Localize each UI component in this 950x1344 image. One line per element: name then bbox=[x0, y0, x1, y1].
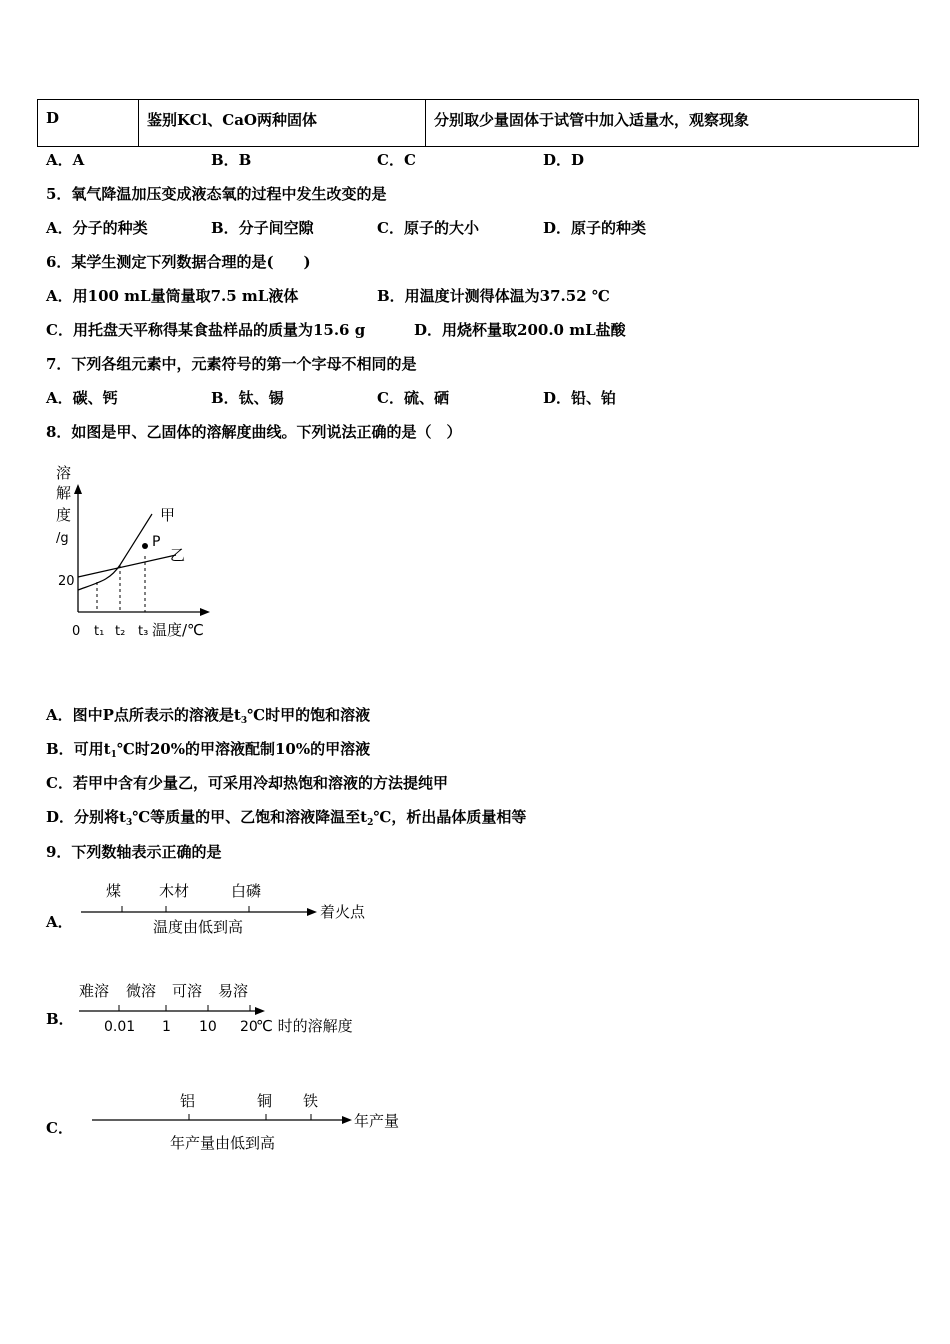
q5-option-b[interactable]: B．分子间空隙 bbox=[211, 219, 314, 237]
q6-option-a[interactable]: A．用100 mL量筒量取7.5 mL液体 bbox=[46, 287, 299, 305]
line-b-tick-label-2: 1 bbox=[162, 1019, 171, 1035]
q9-option-b-label[interactable]: B． bbox=[46, 1010, 74, 1028]
solubility-graph bbox=[40, 460, 240, 650]
q4-option-c[interactable]: C．C bbox=[377, 151, 416, 169]
graph-x-arrow bbox=[200, 608, 210, 616]
x-tick-0: 0 bbox=[72, 624, 81, 639]
q9-option-c-label[interactable]: C． bbox=[46, 1119, 73, 1137]
q7-option-b[interactable]: B．钛、锡 bbox=[211, 389, 284, 407]
number-line-a bbox=[75, 872, 385, 942]
q7-option-d[interactable]: D．铅、铂 bbox=[543, 389, 617, 407]
table-cell-method: 分别取少量固体于试管中加入适量水，观察现象 bbox=[426, 100, 919, 147]
q4-option-a[interactable]: A．A bbox=[46, 151, 85, 169]
line-b-item-3: 可溶 bbox=[172, 982, 203, 1000]
x-axis-label: 温度/℃ bbox=[152, 621, 204, 639]
graph-y-label-4: /g bbox=[56, 531, 69, 546]
table-cell-label: D bbox=[38, 100, 139, 147]
q8-option-c[interactable]: C．若甲中含有少量乙，可采用冷却热饱和溶液的方法提纯甲 bbox=[46, 774, 448, 792]
graph-y-label-2: 解 bbox=[56, 484, 72, 502]
x-tick-t3: t₃ bbox=[138, 624, 149, 639]
graph-y-arrow bbox=[74, 484, 82, 494]
curve-jia-label: 甲 bbox=[160, 506, 176, 524]
x-tick-t2: t₂ bbox=[115, 624, 126, 639]
q5-option-d[interactable]: D．原子的种类 bbox=[543, 219, 647, 237]
number-line-c bbox=[88, 1084, 418, 1158]
answer-table bbox=[37, 99, 919, 147]
q9-stem: 9．下列数轴表示正确的是 bbox=[46, 843, 222, 861]
point-p bbox=[142, 543, 148, 549]
line-b-arrow bbox=[255, 1007, 265, 1015]
graph-y-label-3: 度 bbox=[56, 506, 72, 524]
q5-option-a[interactable]: A．分子的种类 bbox=[46, 219, 148, 237]
q5-option-c[interactable]: C．原子的大小 bbox=[377, 219, 479, 237]
q4-option-b[interactable]: B．B bbox=[211, 151, 252, 169]
table-cell-task: 鉴别KCl、CaO两种固体 bbox=[139, 100, 426, 147]
curve-jia bbox=[78, 514, 152, 590]
line-a-item-3: 白磷 bbox=[231, 882, 262, 900]
line-c-item-3: 铁 bbox=[303, 1092, 319, 1110]
curve-yi bbox=[78, 555, 176, 577]
line-b-tick-label-4: 20 bbox=[240, 1019, 258, 1035]
q6-option-c[interactable]: C．用托盘天平称得某食盐样品的质量为15.6 g bbox=[46, 321, 366, 339]
line-a-caption: 温度由低到高 bbox=[153, 918, 244, 936]
line-c-arrow bbox=[342, 1116, 352, 1124]
q8-option-d[interactable]: D．分别将$t_3℃$等质量的甲、乙饱和溶液降温至$t_2℃$，析出晶体质量相等 bbox=[46, 808, 527, 828]
q8-option-b[interactable]: B．可用$t_1℃$时20%的甲溶液配制10%的甲溶液 bbox=[46, 740, 371, 760]
q4-option-d[interactable]: D．D bbox=[543, 151, 585, 169]
line-c-item-2: 铜 bbox=[257, 1092, 273, 1110]
q8-stem: 8．如图是甲、乙固体的溶解度曲线。下列说法正确的是（ ） bbox=[46, 423, 462, 441]
x-tick-t1: t₁ bbox=[94, 624, 105, 639]
q7-stem: 7．下列各组元素中，元素符号的第一个字母不相同的是 bbox=[46, 355, 417, 373]
line-c-item-1: 铝 bbox=[180, 1092, 196, 1110]
line-c-caption: 年产量由低到高 bbox=[170, 1134, 276, 1152]
q7-option-c[interactable]: C．硫、硒 bbox=[377, 389, 449, 407]
line-a-item-2: 木材 bbox=[159, 882, 190, 900]
line-b-axis-end: ℃ 时的溶解度 bbox=[256, 1017, 353, 1035]
q9-option-a-label[interactable]: A． bbox=[46, 913, 73, 931]
graph-y-label-1: 溶 bbox=[56, 464, 72, 482]
line-a-item-1: 煤 bbox=[106, 882, 122, 900]
q5-stem: 5．氧气降温加压变成液态氧的过程中发生改变的是 bbox=[46, 185, 387, 203]
line-b-item-1: 难溶 bbox=[79, 982, 110, 1000]
line-b-tick-label-3: 10 bbox=[199, 1019, 217, 1035]
line-a-axis-end: 着火点 bbox=[320, 903, 366, 921]
line-c-axis-end: 年产量 bbox=[354, 1112, 400, 1130]
table-row bbox=[38, 100, 919, 147]
point-p-label: P bbox=[152, 534, 161, 550]
q6-stem: 6．某学生测定下列数据合理的是( ) bbox=[46, 253, 311, 271]
line-b-tick-label-1: 0.01 bbox=[104, 1019, 136, 1035]
curve-yi-label: 乙 bbox=[170, 546, 186, 564]
q7-option-a[interactable]: A．碳、钙 bbox=[46, 389, 118, 407]
q6-option-d[interactable]: D．用烧杯量取200.0 mL盐酸 bbox=[414, 321, 626, 339]
q8-option-a[interactable]: A．图中P点所表示的溶液是$t_3℃$时甲的饱和溶液 bbox=[46, 706, 371, 726]
line-a-arrow bbox=[307, 908, 317, 916]
line-b-item-2: 微溶 bbox=[126, 982, 157, 1000]
number-line-b bbox=[75, 974, 395, 1040]
graph-y-tick: 20 bbox=[58, 574, 75, 589]
line-b-item-4: 易溶 bbox=[218, 982, 249, 1000]
q6-option-b[interactable]: B．用温度计测得体温为37.52 ℃ bbox=[377, 287, 610, 305]
